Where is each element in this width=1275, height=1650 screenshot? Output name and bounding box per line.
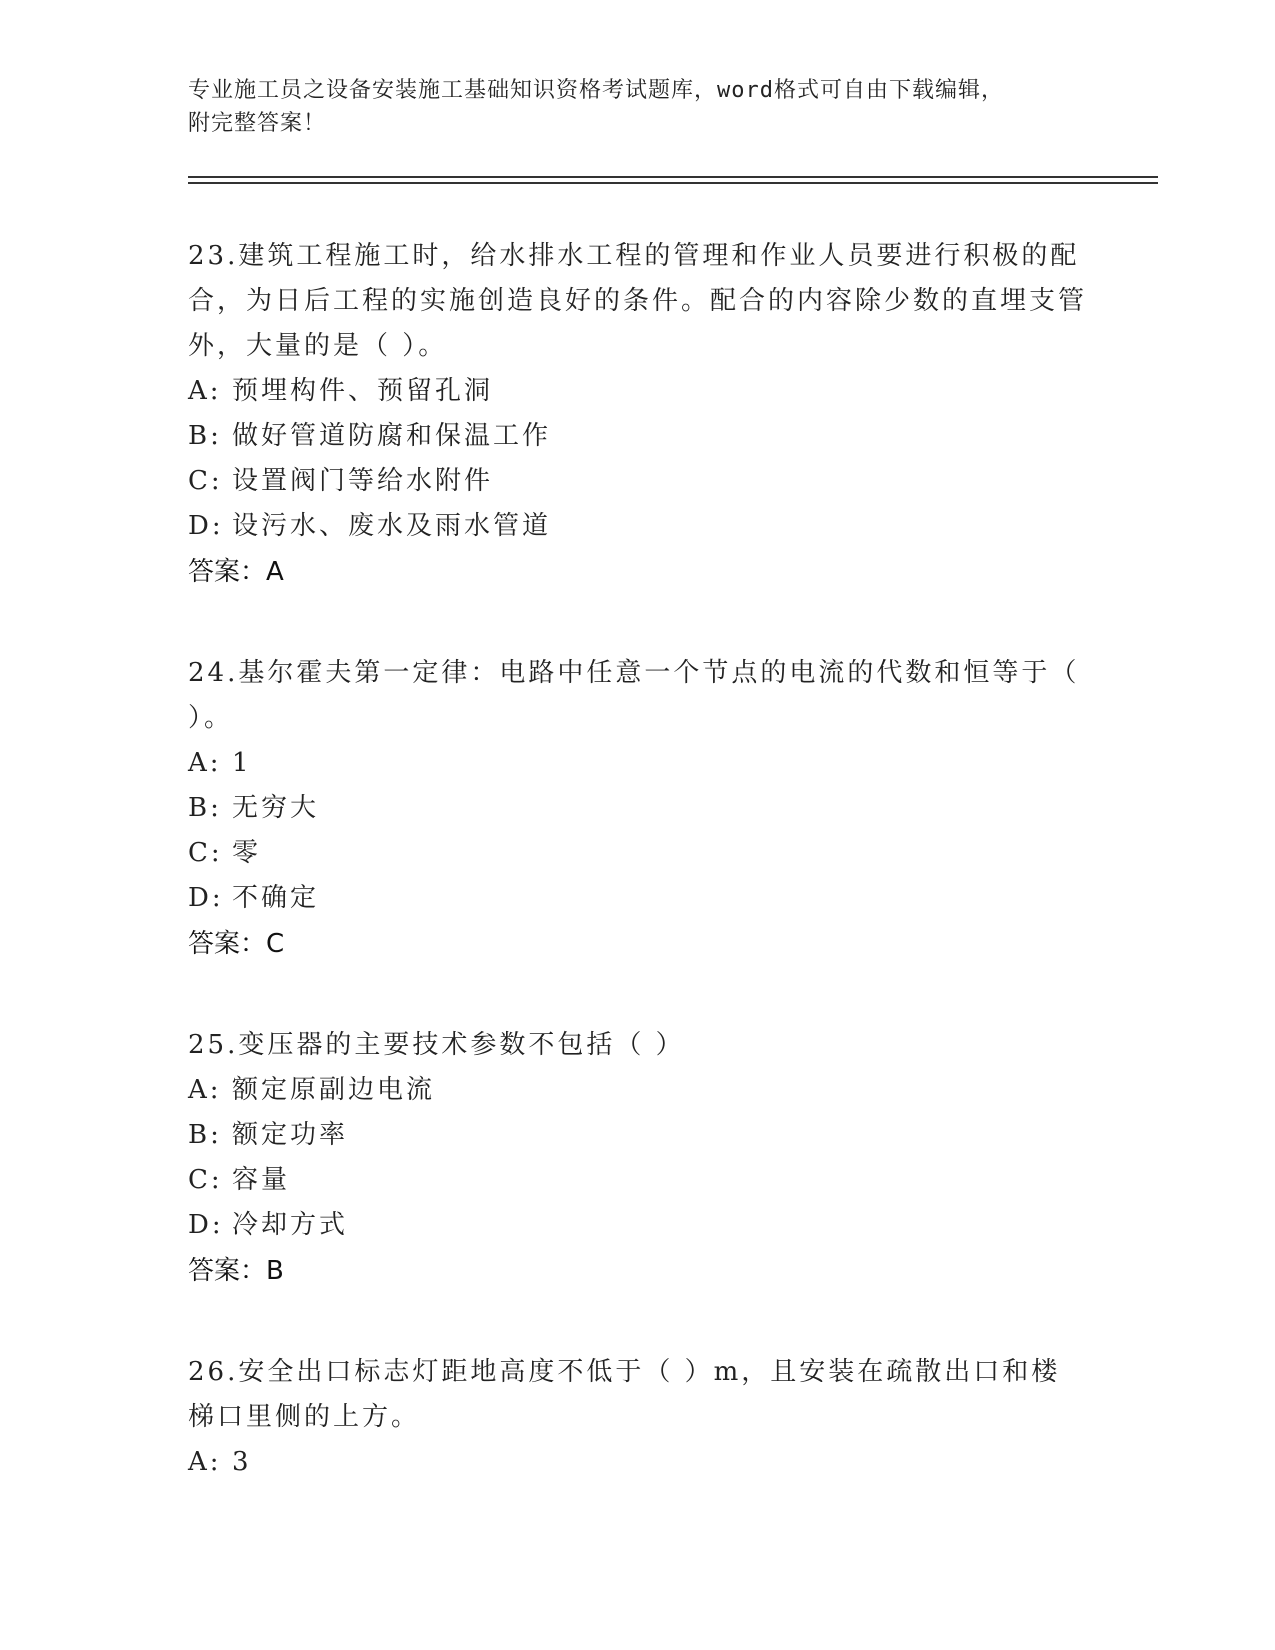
option-key: A: — [188, 1075, 222, 1105]
option-a — [188, 741, 1088, 786]
option-key: A: — [188, 376, 222, 406]
option-text: 额定原副边电流 — [232, 1075, 436, 1105]
option-text: 预埋构件、预留孔洞 — [232, 376, 494, 406]
answer-line: 答案：A — [188, 557, 284, 587]
option-d — [188, 504, 1088, 549]
option-a — [188, 1068, 1088, 1113]
option-d — [188, 1203, 1088, 1248]
option-c — [188, 831, 1088, 876]
option-c — [188, 1158, 1088, 1203]
option-key: A: — [188, 748, 222, 778]
question-25 — [188, 1023, 1088, 1294]
option-b — [188, 786, 1088, 831]
option-b — [188, 1113, 1088, 1158]
option-text: 1 — [232, 748, 252, 778]
option-key: A: — [188, 1447, 222, 1477]
document-header — [188, 74, 1068, 140]
option-text: 做好管道防腐和保温工作 — [232, 421, 552, 451]
question-23 — [188, 234, 1088, 595]
question-text: 24.基尔霍夫第一定律：电路中任意一个节点的电流的代数和恒等于（ ）。 — [188, 658, 1080, 733]
option-text: 3 — [232, 1447, 252, 1477]
option-text: 设污水、废水及雨水管道 — [232, 511, 552, 541]
question-text: 25.变压器的主要技术参数不包括（ ） — [188, 1030, 685, 1060]
question-text: 26.安全出口标志灯距地高度不低于（ ）m，且安装在疏散出口和楼梯口里侧的上方。 — [188, 1357, 1061, 1432]
option-key: D: — [188, 1210, 224, 1240]
option-key: D: — [188, 511, 224, 541]
option-key: B: — [188, 1120, 222, 1150]
option-key: D: — [188, 883, 224, 913]
option-text: 零 — [232, 838, 262, 868]
option-key: B: — [188, 421, 222, 451]
header-line-2: 附完整答案！ — [188, 111, 327, 136]
option-key: B: — [188, 793, 222, 823]
header-line-1: 专业施工员之设备安装施工基础知识资格考试题库，word格式可自由下载编辑， — [188, 78, 1004, 103]
option-a — [188, 369, 1088, 414]
question-26 — [188, 1350, 1088, 1485]
answer-line: 答案：C — [188, 929, 285, 959]
option-text: 容量 — [232, 1165, 291, 1195]
option-text: 无穷大 — [232, 793, 320, 823]
option-key: C: — [188, 1165, 223, 1195]
question-24 — [188, 651, 1088, 967]
question-text: 23.建筑工程施工时，给水排水工程的管理和作业人员要进行积极的配合，为日后工程的实施创造良好的条件。配合的内容除少数的直埋支管外，大量的是（ ）。 — [188, 241, 1088, 361]
option-key: C: — [188, 838, 223, 868]
option-text: 不确定 — [232, 883, 320, 913]
header-divider-top — [188, 176, 1158, 178]
option-text: 冷却方式 — [232, 1210, 349, 1240]
option-key: C: — [188, 466, 223, 496]
question-list — [188, 234, 1088, 1541]
option-d — [188, 876, 1088, 921]
header-divider-bottom — [188, 182, 1158, 184]
option-text: 设置阀门等给水附件 — [232, 466, 494, 496]
option-c — [188, 459, 1088, 504]
answer-line: 答案：B — [188, 1256, 284, 1286]
option-b — [188, 414, 1088, 459]
option-a — [188, 1440, 1088, 1485]
option-text: 额定功率 — [232, 1120, 349, 1150]
